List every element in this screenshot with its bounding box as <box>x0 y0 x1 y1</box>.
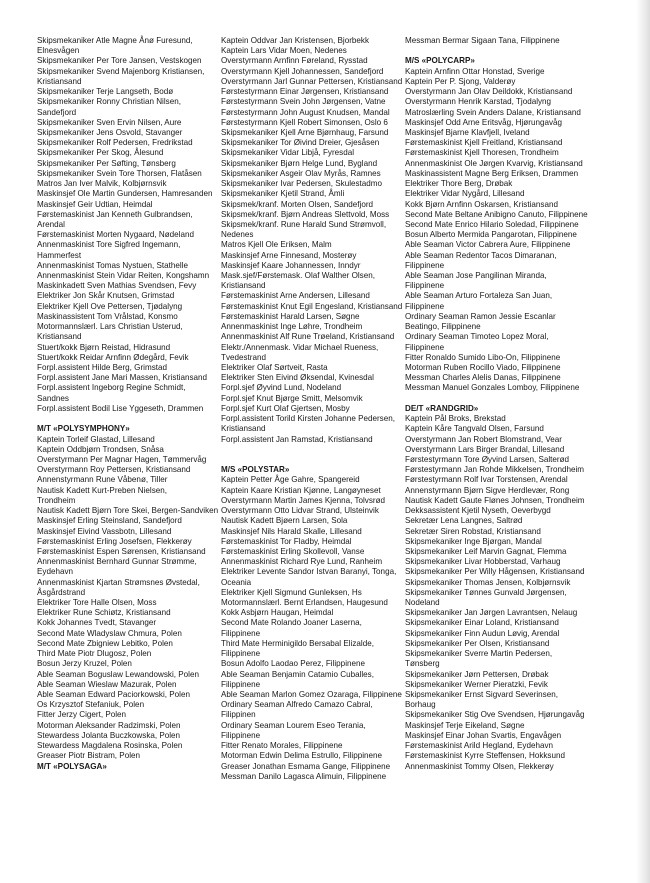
crew-entry: Skipsmekaniker Asgeir Olav Myrås, Ramnes <box>221 168 381 178</box>
crew-entry: Maskinsjef Einar Johan Svartis, Engavågen <box>405 730 562 740</box>
crew-entry: Kokk Asbjørn Haugan, Heimdal <box>221 608 334 618</box>
crew-entry: Second Mate Wladyslaw Chmura, Polen <box>37 628 182 638</box>
ship-heading: M/S «POLYSTAR» <box>221 465 290 475</box>
crew-entry: Annenmaskinist Stein Vidar Reiten, Kongshamn <box>37 271 210 281</box>
crew-entry: Skipsmekaniker Vidar Libjå, Fyresdal <box>221 148 355 158</box>
crew-entry: Skipsmek/kranf. Bjørn Andreas Slettvold, Moss <box>221 209 390 219</box>
crew-entry: Førstestyrmann John August Knudsen, Mandal <box>221 107 390 117</box>
crew-entry: Stuert/kokk Reidar Arnfinn Ødegård, Fevik <box>37 352 189 362</box>
crew-entry: Elektriker Sten Eivind Øksendal, Kvinesdal <box>221 373 374 383</box>
crew-entry: Førstemaskinist Morten Nygaard, Nødeland <box>37 230 194 240</box>
crew-entry: Motorman Aleksander Radzimski, Polen <box>37 720 181 730</box>
crew-entry: Skipsmekaniker Atle Magne Ånø Furesund, <box>37 36 193 45</box>
crew-entry: Filippinene <box>405 260 445 270</box>
crew-entry: Bosun Alberto Mermida Pangarotan, Filippinene <box>405 230 577 240</box>
crew-entry: Skipsmekaniker Per Olsen, Kristiansand <box>405 638 550 648</box>
crew-entry: Ordinary Seaman Ramon Jessie Escanlar <box>405 311 556 321</box>
crew-entry: Able Seaman Boguslaw Lewandowski, Polen <box>37 669 199 679</box>
crew-entry: Elektriker Vidar Nygård, Lillesand <box>405 189 525 199</box>
crew-entry: Able Seaman Wieslaw Mazurak, Polen <box>37 679 177 689</box>
crew-entry: Stuert/kokk Bjørn Reistad, Hidrasund <box>37 342 171 352</box>
crew-entry: Filippinene <box>221 649 261 659</box>
crew-entry: Ordinary Seaman Timoteo Lopez Moral, <box>405 332 549 342</box>
crew-entry: Hammerfest <box>37 250 82 260</box>
crew-entry: Nautisk Kadett Gaute Flønes Johnsen, Trondheim <box>405 495 585 505</box>
crew-entry: Overstyrmann Henrik Karstad, Tjodalyng <box>405 97 552 107</box>
crew-entry: Forpl.assistent Jan Ramstad, Kristiansand <box>221 434 373 444</box>
crew-entry: Messman Danilo Lagasca Alimuin, Filippinene <box>221 771 387 781</box>
crew-entry: Skipsmekaniker Kjetil Strand, Åmli <box>221 189 345 199</box>
crew-entry: Kaptein Pål Broks, Brekstad <box>405 414 506 424</box>
crew-entry: Åsgårdstrand <box>37 587 86 597</box>
crew-entry: Overstyrmann Lars Birger Brandal, Lillesand <box>405 444 565 454</box>
section-gap <box>37 414 217 424</box>
crew-entry: Skipsmekaniker Ernst Sigvard Severinsen, <box>405 690 558 699</box>
ship-heading: DE/T «RANDGRID» <box>405 403 479 413</box>
crew-entry: Overstyrmann Jan Robert Blomstrand, Vear <box>405 434 562 444</box>
crew-entry: Sekretær Siren Robstad, Kristiansand <box>405 526 541 536</box>
crew-entry: Filippinene <box>405 342 445 352</box>
crew-entry: Mask.sjef/Førstemask. Olaf Walther Olsen, <box>221 271 375 281</box>
crew-entry: Matroslærling Svein Anders Dalane, Kristiansand <box>405 107 581 117</box>
crew-entry: Arendal <box>37 219 65 229</box>
crew-entry: Førstestyrmann Einar Jørgensen, Kristiansand <box>221 87 389 97</box>
crew-entry: Overstyrmann Arnfinn Føreland, Rysstad <box>221 56 368 66</box>
crew-entry: Kaptein Per P. Sjong, Valderøy <box>405 76 516 86</box>
crew-entry: Nodeland <box>405 598 440 608</box>
crew-entry: Maskinkadett Sven Mathias Svendsen, Fevy <box>37 281 197 291</box>
crew-entry: Sekretær Lena Langnes, Saltrød <box>405 516 523 526</box>
crew-entry: Forpl.assistent Torild Kirsten Johanne Pedersen, <box>221 414 395 424</box>
crew-entry: Motorman Ruben Rocillo Viado, Filippinene <box>405 363 561 372</box>
crew-entry: Forpl.assistent Jane Mari Massen, Kristiansand <box>37 373 208 383</box>
section-gap <box>405 46 635 56</box>
crew-entry: Forpl.assistent Hilde Berg, Grimstad <box>37 363 167 372</box>
crew-entry: Greaser Jonathan Esmama Gange, Filippinene <box>221 761 391 771</box>
crew-entry: Overstyrmann Jan Olav Deildokk, Kristiansand <box>405 87 573 97</box>
crew-entry: Annenmaskinist Tommy Olsen, Flekkerøy <box>405 761 554 771</box>
crew-entry: Annenstyrmann Rune Våbenø, Tiller <box>37 475 168 485</box>
ship-heading: M/S «POLYCARP» <box>405 56 475 66</box>
crew-entry: Sandefjord <box>37 107 77 117</box>
crew-entry: Greaser Piotr Bistram, Polen <box>37 751 141 761</box>
crew-entry: Motormannslærl. Bernt Erlandsen, Haugesund <box>221 598 388 608</box>
crew-entry: Skipsmekaniker Svein Tore Thorsen, Flatåsen <box>37 168 202 178</box>
crew-entry: Skipsmekaniker Tønnes Gunvald Jørgensen, <box>405 587 567 597</box>
section-gap <box>221 455 403 465</box>
text-column-1 <box>37 36 217 772</box>
crew-entry: Tønsberg <box>405 659 440 669</box>
crew-entry: Skipsmekaniker Rolf Pedersen, Fredrikstad <box>37 138 193 148</box>
crew-entry: Førstemaskinist Kjell Freitland, Kristiansand <box>405 138 563 148</box>
crew-entry: Messman Bermar Sigaan Tana, Filippinene <box>405 36 560 45</box>
crew-entry: Borhaug <box>405 700 436 710</box>
text-column-2 <box>221 36 403 782</box>
section-gap <box>221 445 403 455</box>
crew-entry: Førstemaskinist Jan Kenneth Gulbrandsen, <box>37 209 193 219</box>
crew-entry: Elektriker Jon Skår Knutsen, Grimstad <box>37 291 175 301</box>
crew-entry: Tvedestrand <box>221 352 266 362</box>
crew-entry: Førstestyrmann Kjell Robert Simonsen, Oslo 6 <box>221 117 388 127</box>
crew-entry: Maskinsjef Terje Eikeland, Søgne <box>405 720 525 730</box>
crew-entry: Skipsmekaniker Stig Ove Svendsen, Hjørungavåg <box>405 710 585 720</box>
crew-entry: Førstemaskinist Erling Josefsen, Flekkerøy <box>37 536 192 546</box>
crew-entry: Elektriker Kjell Sigmund Gunleksen, Hs <box>221 587 362 597</box>
ship-heading: M/T «POLYSYMPHONY» <box>37 424 130 434</box>
crew-entry: Skipsmekaniker Svend Majenborg Kristiansen, <box>37 66 205 76</box>
crew-entry: Førstemaskinist Knut Egil Engesland, Kristiansand <box>221 301 403 311</box>
crew-entry: Førstemaskinist Kyrre Steffensen, Hokksund <box>405 751 565 761</box>
crew-entry: Maskinsjef Eivind Vassbotn, Lillesand <box>37 526 172 536</box>
crew-entry: Filippinene <box>221 679 261 689</box>
crew-entry: Filippinene <box>405 281 445 291</box>
crew-entry: Bosun Adolfo Laodao Perez, Filippinene <box>221 659 365 669</box>
crew-entry: Overstyrmann Otto Lidvar Strand, Ulsteinvik <box>221 506 379 516</box>
crew-entry: Elektriker Rune Schiøtz, Kristiansand <box>37 608 171 618</box>
crew-entry: Skipsmekaniker Per Søfting, Tønsberg <box>37 158 176 168</box>
crew-entry: Third Mate Herminigildo Bersabal Elizalde, <box>221 638 374 648</box>
ship-heading: M/T «POLYSAGA» <box>37 761 107 771</box>
crew-entry: Messman Manuel Gonzales Lomboy, Filippinene <box>405 383 580 393</box>
crew-entry: Førstestyrmann Tore Øyvind Larsen, Salterød <box>405 454 570 464</box>
crew-entry: Maskinsjef Geir Udtian, Heimdal <box>37 199 153 209</box>
text-column-3 <box>405 36 635 772</box>
crew-entry: Skipsmekaniker Ivar Pedersen, Skulestadmo <box>221 179 383 189</box>
crew-entry: Elnesvågen <box>37 46 80 56</box>
crew-entry: Maskinsjef Bjarne Klavfjell, Iveland <box>405 127 530 137</box>
crew-entry: Annenmaskinist Ole Jørgen Kvarvig, Kristiansand <box>405 158 583 168</box>
crew-entry: Overstyrmann Roy Pettersen, Kristiansand <box>37 465 191 475</box>
crew-entry: Maskinsjef Erling Steinsland, Sandefjord <box>37 516 182 526</box>
crew-entry: Matros Kjell Ole Eriksen, Malm <box>221 240 332 250</box>
crew-entry: Kokk Bjørn Arnfinn Oskarsen, Kristiansand <box>405 199 558 209</box>
crew-entry: Able Seaman Marlon Gomez Ozaraga, Filippinene <box>221 690 402 699</box>
crew-entry: Elektriker Olaf Sørtveit, Rasta <box>221 363 328 372</box>
crew-entry: Førstemaskinist Tor Fladby, Heimdal <box>221 536 352 546</box>
crew-entry: Førstemaskinist Espen Sørensen, Kristiansand <box>37 546 206 556</box>
crew-entry: Ordinary Seaman Alfredo Camazo Cabral, <box>221 700 373 710</box>
crew-entry: Forpl.assistent Bodil Lise Yggeseth, Drammen <box>37 403 204 413</box>
crew-entry: Førstestyrmann Svein John Jørgensen, Vatne <box>221 97 386 107</box>
crew-entry: Nautisk Kadett Bjøern Larsen, Sola <box>221 516 348 526</box>
crew-entry: Overstyrmann Per Magnar Hagen, Tømmervåg <box>37 454 207 464</box>
crew-entry: Skipsmekaniker Finn Audun Løvig, Arendal <box>405 628 560 638</box>
crew-entry: Skipsmekaniker Per Willy Hågensen, Kristiansand <box>405 567 585 577</box>
crew-entry: Ordinary Seaman Lourem Eseo Terania, <box>221 720 366 730</box>
crew-entry: Skipsmekaniker Leif Marvin Gagnat, Flemma <box>405 546 567 556</box>
section-gap <box>405 394 635 404</box>
crew-entry: Annenmaskinist Inge Løhre, Trondheim <box>221 322 363 332</box>
crew-entry: Førstemaskinist Erling Skollevoll, Vanse <box>221 546 365 556</box>
crew-entry: Able Seaman Edward Paciorkowski, Polen <box>37 690 190 699</box>
crew-entry: Nautisk Kadett Kurt-Preben Nielsen, <box>37 485 168 495</box>
crew-entry: Skipsmekaniker Per Skog, Ålesund <box>37 148 164 158</box>
crew-entry: Second Mate Beltane Anibigno Canuto, Filippinene <box>405 209 588 219</box>
crew-entry: Kristiansand <box>221 281 266 291</box>
crew-entry: Overstyrmann Jarl Gunnar Pettersen, Kristiansand <box>221 76 403 86</box>
crew-entry: Motorman Edwin Delima Estrullo, Filippinene <box>221 751 383 761</box>
crew-entry: Forpl.assistent Ingeborg Regine Schmidt, <box>37 383 186 393</box>
crew-entry: Kristiansand <box>221 424 266 434</box>
crew-entry: Annenmaskinist Bernhard Gunnar Strømme, <box>37 557 197 567</box>
crew-entry: Førstestyrmann Jan Rohde Mikkelsen, Trondheim <box>405 465 585 475</box>
crew-entry: Stewardess Jolanta Buczkowska, Polen <box>37 730 181 740</box>
crew-entry: Skipsmekaniker Werner Pieratzki, Fevik <box>405 679 548 689</box>
crew-entry: Third Mate Piotr Dlugosz, Polen <box>37 649 152 659</box>
crew-entry: Forpl.sjef Øyvind Lund, Nodeland <box>221 383 342 393</box>
crew-entry: Førstemaskinist Arild Hegland, Eydehavn <box>405 741 553 751</box>
crew-entry: Filippinene <box>405 301 445 311</box>
crew-entry: Skipsmekaniker Jens Osvold, Stavanger <box>37 127 183 137</box>
crew-entry: Kaptein Kaare Kristian Kjønne, Langøyneset <box>221 485 381 495</box>
crew-entry: Maskinassistent Tom Vrålstad, Konsmo <box>37 311 178 321</box>
crew-entry: Kristiansand <box>37 332 82 342</box>
crew-entry: Nautisk Kadett Bjørn Tore Skei, Bergen-Sandviken <box>37 506 219 516</box>
crew-entry: Able Seaman Victor Cabrera Aure, Filippinene <box>405 240 571 250</box>
crew-entry: Able Seaman Benjamin Catamio Cuballes, <box>221 669 374 679</box>
crew-entry: Kaptein Kåre Tangvald Olsen, Farsund <box>405 424 544 434</box>
crew-entry: Maskinsjef Ole Martin Gundersen, Hamresanden <box>37 189 213 199</box>
crew-entry: Skipsmek/kranf. Rune Harald Sund Strømvoll, <box>221 219 387 229</box>
crew-entry: Forpl.sjef Kurt Olaf Gjertsen, Mosby <box>221 403 350 413</box>
crew-entry: Førstemaskinist Kjell Thoresen, Trondheim <box>405 148 559 158</box>
crew-entry: Maskinsjef Kaare Johannessen, Inndyr <box>221 260 361 270</box>
crew-entry: Kaptein Torleif Glastad, Lillesand <box>37 434 155 444</box>
crew-entry: Kaptein Arnfinn Ottar Honstad, Sverige <box>405 66 545 76</box>
crew-entry: Bosun Jerzy Kruzel, Polen <box>37 659 132 669</box>
crew-entry: Kokk Johannes Tvedt, Stavanger <box>37 618 157 628</box>
crew-entry: Annenmaskinist Kjartan Strømsnes Øvstedal, <box>37 577 200 587</box>
crew-entry: Skipsmekaniker Tor Øivind Dreier, Gjesåsen <box>221 138 380 148</box>
crew-entry: Elektriker Levente Sandor Istvan Baranyi, Tonga, <box>221 567 397 577</box>
crew-entry: Second Mate Enrico Hilario Soledad, Filippinene <box>405 219 579 229</box>
crew-entry: Skipsmekaniker Einar Loland, Kristiansand <box>405 618 559 628</box>
crew-entry: Skipsmekaniker Sverre Martin Pedersen, <box>405 649 553 659</box>
crew-entry: Kaptein Petter Åge Gahre, Spangereid <box>221 475 360 485</box>
crew-entry: Skipsmekaniker Inge Bjørgan, Mandal <box>405 536 542 546</box>
crew-entry: Filippinene <box>221 730 261 740</box>
crew-entry: Dekksassistent Kjetil Nyseth, Oeverbygd <box>405 506 551 516</box>
crew-entry: Overstyrmann Martin James Kjenna, Tolvsrød <box>221 495 386 505</box>
crew-entry: Fitter Jerzy Cigert, Polen <box>37 710 127 720</box>
crew-entry: Skipsmekaniker Per Tore Jansen, Vestskogen <box>37 56 202 66</box>
crew-entry: Kaptein Lars Vidar Moen, Nedenes <box>221 46 347 56</box>
crew-entry: Oceania <box>221 577 252 587</box>
crew-entry: Fitter Renato Morales, Filippinene <box>221 741 343 751</box>
crew-entry: Overstyrmann Kjell Johannessen, Sandefjord <box>221 66 384 76</box>
crew-entry: Os Krzysztof Stefaniuk, Polen <box>37 700 145 710</box>
crew-entry: Skipsmekaniker Sven Ervin Nilsen, Aure <box>37 117 182 127</box>
crew-entry: Elektriker Kjell Ove Pettersen, Tjødalyng <box>37 301 183 311</box>
crew-entry: Able Seaman Arturo Fortaleza San Juan, <box>405 291 553 301</box>
crew-entry: Annenmaskinist Alf Rune Trøeland, Kristiansand <box>221 332 395 342</box>
crew-entry: Elektr./Annenmask. Vidar Michael Rueness, <box>221 342 379 352</box>
crew-entry: Skipsmekaniker Jørn Pettersen, Drøbak <box>405 669 549 679</box>
crew-entry: Nedenes <box>221 230 254 240</box>
crew-entry: Messman Charles Alelis Danas, Filippinene <box>405 373 561 383</box>
crew-entry: Filippinene <box>221 628 261 638</box>
crew-entry: Elektriker Tore Halle Olsen, Moss <box>37 598 157 608</box>
crew-entry: Skipsmekaniker Kjell Arne Bjørnhaug, Farsund <box>221 127 389 137</box>
crew-entry: Skipsmek/kranf. Morten Olsen, Sandefjord <box>221 199 374 209</box>
crew-entry: Maskinsjef Odd Arne Eritsvåg, Hjørungavåg <box>405 117 562 127</box>
crew-entry: Førstemaskinist Arne Andersen, Lillesand <box>221 291 370 301</box>
crew-entry: Elektriker Thore Berg, Drøbak <box>405 179 513 189</box>
crew-entry: Eydehavn <box>37 567 73 577</box>
crew-entry: Matros Jan Iver Malvik, Kolbjørnsvik <box>37 179 167 189</box>
crew-entry: Beatingo, Filippinene <box>405 322 481 332</box>
page-edge-shadow <box>636 0 650 883</box>
crew-entry: Annenmaskinist Tomas Nystuen, Stathelle <box>37 260 189 270</box>
crew-entry: Stewardess Magdalena Rosinska, Polen <box>37 741 183 751</box>
crew-entry: Maskinassistent Magne Berg Eriksen, Drammen <box>405 168 579 178</box>
crew-entry: Trondheim <box>37 495 76 505</box>
crew-entry: Filippinen <box>221 710 256 720</box>
crew-entry: Skipsmekaniker Jan Jørgen Lavrantsen, Nelaug <box>405 608 578 618</box>
crew-entry: Annenstyrmann Bjørn Sigve Herdlevær, Rong <box>405 485 570 495</box>
crew-entry: Førstestyrmann Rolf Ivar Torstensen, Arendal <box>405 475 568 485</box>
crew-entry: Second Mate Rolando Joaner Laserna, <box>221 618 362 628</box>
crew-entry: Skipsmekaniker Bjørn Helge Lund, Bygland <box>221 158 378 168</box>
crew-entry: Kaptein Oddvar Jan Kristensen, Bjorbekk <box>221 36 370 45</box>
crew-entry: Able Seaman Redentor Tacos Dimaranan, <box>405 250 557 260</box>
crew-entry: Skipsmekaniker Terje Langseth, Bodø <box>37 87 174 97</box>
crew-entry: Maskinsjef Arne Finnesand, Mosterøy <box>221 250 357 260</box>
crew-entry: Skipsmekaniker Livar Hobberstad, Varhaug <box>405 557 561 567</box>
crew-entry: Second Mate Zbigniew Lebitko, Polen <box>37 638 173 648</box>
crew-entry: Forpl.sjef Knut Bjørge Smitt, Melsomvik <box>221 393 363 403</box>
crew-entry: Skipsmekaniker Ronny Christian Nilsen, <box>37 97 181 107</box>
crew-entry: Able Seaman Jose Pangilinan Miranda, <box>405 271 547 281</box>
crew-entry: Kristiansand <box>37 76 82 86</box>
crew-entry: Fitter Ronaldo Sumido Libo-On, Filippinene <box>405 352 561 362</box>
crew-entry: Skipsmekaniker Thomas Jensen, Kolbjørnsvik <box>405 577 571 587</box>
crew-entry: Førstemaskinist Harald Larsen, Søgne <box>221 311 360 321</box>
crew-entry: Motormannslærl. Lars Christian Usterud, <box>37 322 183 332</box>
crew-entry: Annenmaskinist Tore Sigfred Ingemann, <box>37 240 181 250</box>
crew-entry: Kaptein Oddbjørn Trondsen, Snåsa <box>37 444 164 454</box>
crew-entry: Maskinsjef Nils Harald Skalle, Lillesand <box>221 526 362 536</box>
crew-entry: Sandnes <box>37 393 69 403</box>
crew-entry: Annenmaskinist Richard Rye Lund, Ranheim <box>221 557 383 567</box>
